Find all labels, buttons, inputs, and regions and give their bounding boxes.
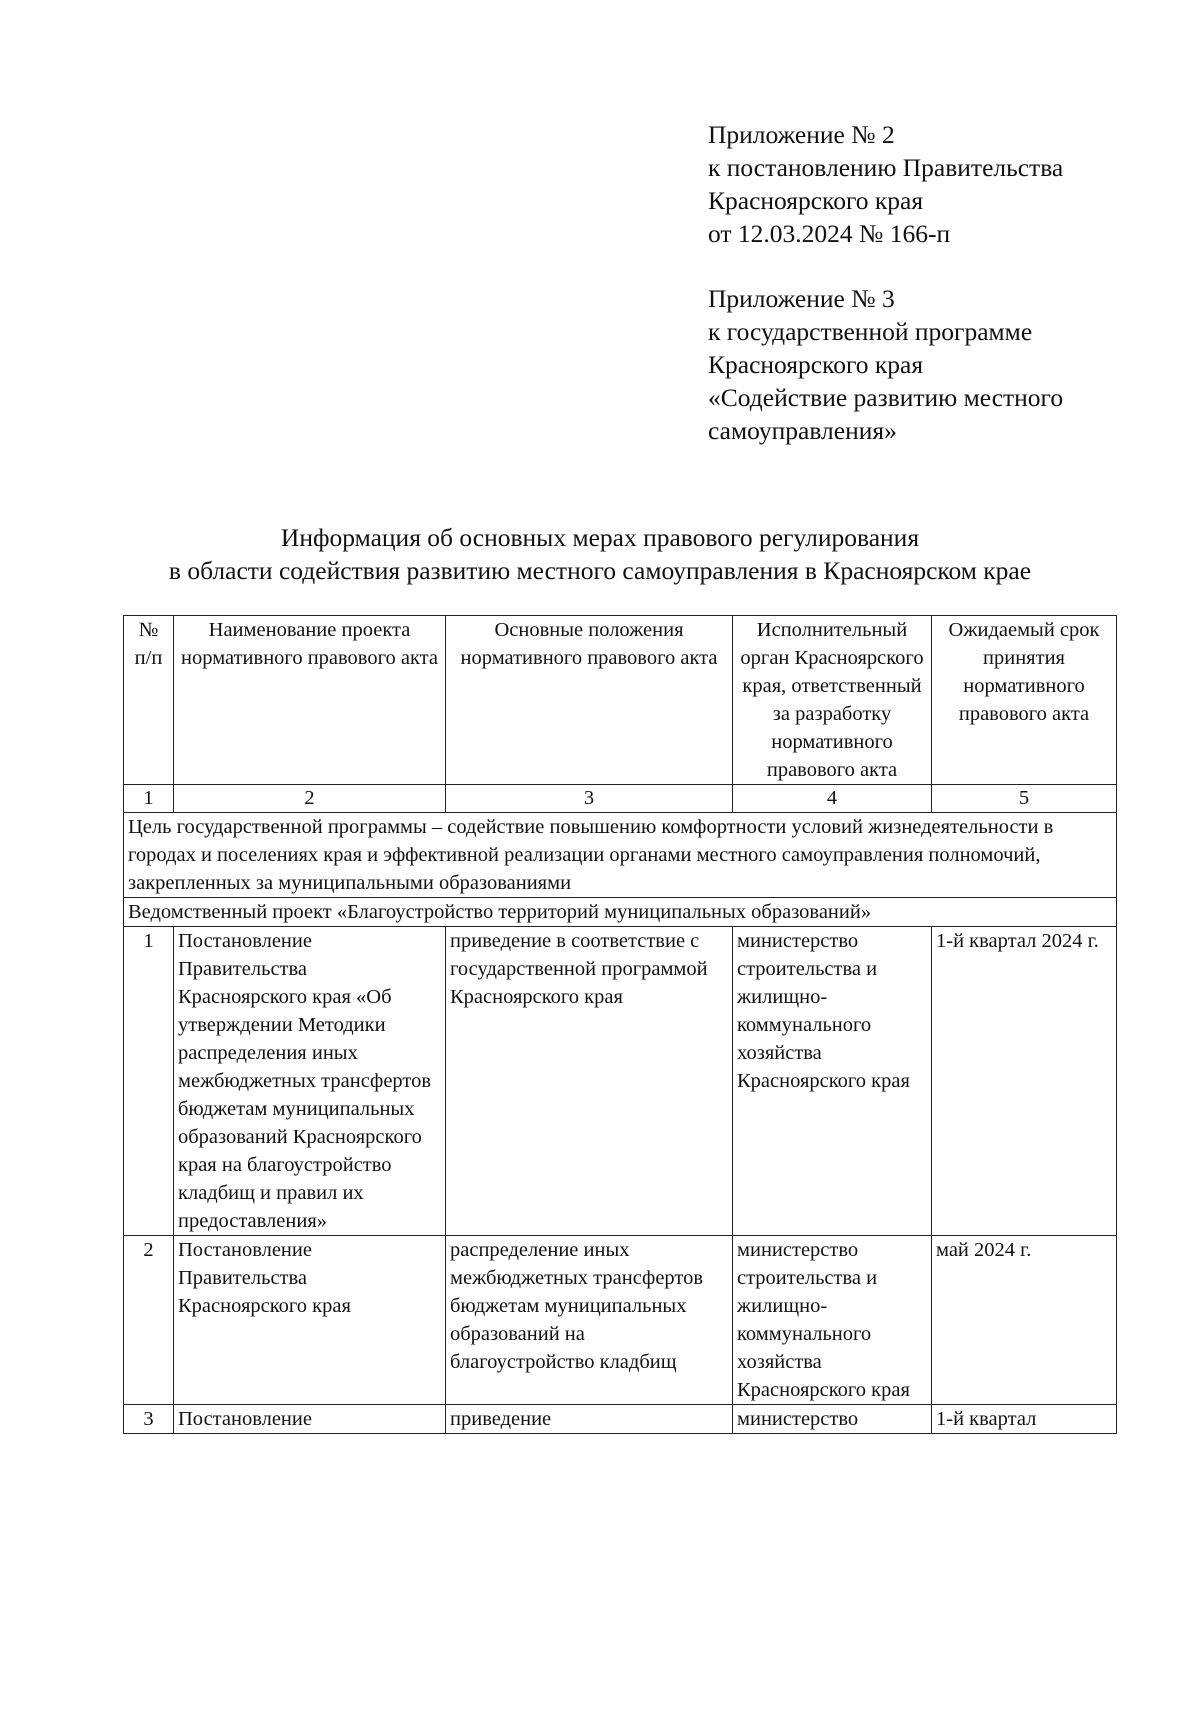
document-title-line-2: в области содействия развитию местного самоуправления в Красноярском крае bbox=[168, 556, 1032, 585]
appendix-1-line: от 12.03.2024 № 166-п bbox=[708, 219, 951, 248]
appendix-1-line: Красноярского края bbox=[708, 186, 924, 215]
table-header-row bbox=[124, 616, 1117, 785]
appendix-block-1 bbox=[708, 118, 1063, 250]
header-cell-expected-term: Ожидаемый срок принятия нормативного правового акта bbox=[932, 616, 1117, 785]
project-row bbox=[124, 898, 1117, 927]
row-act-name: Постановление Правительства Красноярского края «Об утверждении Методики распределения иных межбюджетных трансфертов бюджетам муниципальных образований Красноярского края на благоустройство кладбищ и правил их предоставления» bbox=[174, 927, 446, 1236]
column-number: 4 bbox=[733, 785, 932, 813]
header-cell-responsible-body: Исполнительный орган Красноярского края, ответственный за разработку нормативного правового акта bbox=[733, 616, 932, 785]
row-responsible-body: министерство bbox=[733, 1405, 932, 1434]
row-number: 3 bbox=[124, 1405, 174, 1434]
header-cell-provisions: Основные положения нормативного правового акта bbox=[446, 616, 733, 785]
column-number: 5 bbox=[932, 785, 1117, 813]
appendix-block-2 bbox=[708, 282, 1063, 447]
appendix-2-line: «Содействие развитию местного bbox=[708, 383, 1064, 412]
row-act-name: Постановление bbox=[174, 1405, 446, 1434]
row-provisions: распределение иных межбюджетных трансфертов бюджетам муниципальных образований на благоустройство кладбищ bbox=[446, 1236, 733, 1405]
header-cell-name: Наименование проекта нормативного правового акта bbox=[174, 616, 446, 785]
appendix-2-line: к государственной программе bbox=[708, 317, 1033, 346]
table-row bbox=[124, 927, 1117, 1236]
column-number: 3 bbox=[446, 785, 733, 813]
goal-row-text: Цель государственной программы – содействие повышению комфортности условий жизнедеятельности в городах и поселениях края и эффективной реализации органами местного самоуправления полномочий, закрепленных за муниципальными образованиями bbox=[124, 813, 1117, 898]
project-row-text: Ведомственный проект «Благоустройство территорий муниципальных образований» bbox=[124, 898, 1117, 927]
table-row bbox=[124, 1405, 1117, 1434]
row-provisions: приведение bbox=[446, 1405, 733, 1434]
row-expected-term: май 2024 г. bbox=[932, 1236, 1117, 1405]
column-number-row bbox=[124, 785, 1117, 813]
appendix-2-line: Красноярского края bbox=[708, 350, 924, 379]
row-expected-term: 1-й квартал 2024 г. bbox=[932, 927, 1117, 1236]
table-row bbox=[124, 1236, 1117, 1405]
document-title-line-1: Информация об основных мерах правового регулирования bbox=[280, 523, 920, 552]
document-title bbox=[80, 521, 1120, 587]
row-responsible-body: министерство строительства и жилищно-коммунального хозяйства Красноярского края bbox=[733, 927, 932, 1236]
row-number: 1 bbox=[124, 927, 174, 1236]
row-act-name: Постановление Правительства Красноярского края bbox=[174, 1236, 446, 1405]
measures-table bbox=[123, 615, 1117, 1434]
appendix-2-line: самоуправления» bbox=[708, 416, 897, 445]
column-number: 1 bbox=[124, 785, 174, 813]
appendix-2-line: Приложение № 3 bbox=[708, 284, 895, 313]
appendix-1-line: Приложение № 2 bbox=[708, 120, 895, 149]
goal-row bbox=[124, 813, 1117, 898]
row-number: 2 bbox=[124, 1236, 174, 1405]
column-number: 2 bbox=[174, 785, 446, 813]
row-provisions: приведение в соответствие с государственной программой Красноярского края bbox=[446, 927, 733, 1236]
header-cell-number: № п/п bbox=[124, 616, 174, 785]
row-expected-term: 1-й квартал bbox=[932, 1405, 1117, 1434]
appendix-1-line: к постановлению Правительства bbox=[708, 153, 1064, 182]
row-responsible-body: министерство строительства и жилищно-коммунального хозяйства Красноярского края bbox=[733, 1236, 932, 1405]
